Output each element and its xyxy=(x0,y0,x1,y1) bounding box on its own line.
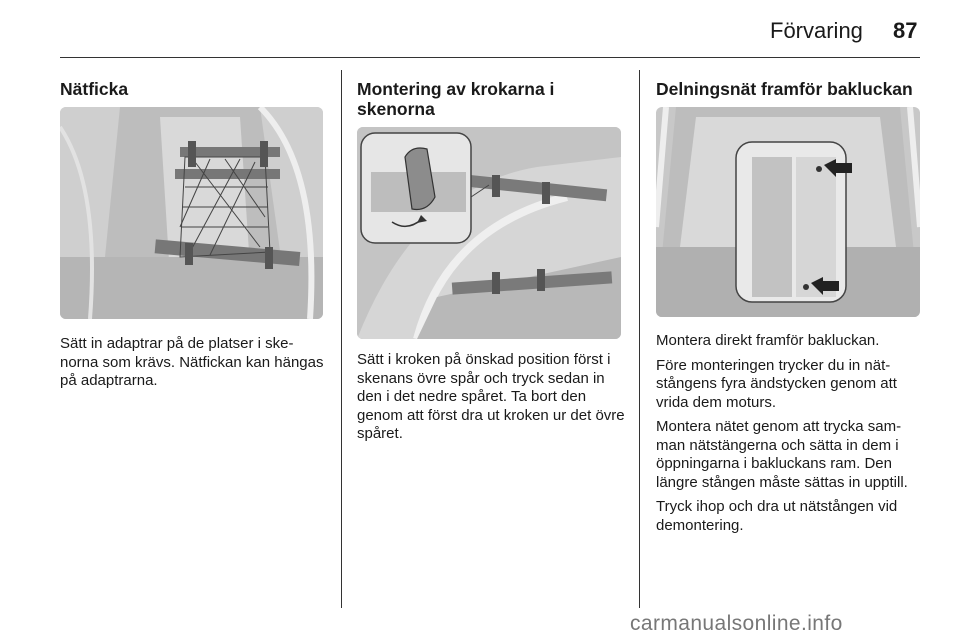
page-number: 87 xyxy=(893,18,918,43)
section-heading: Nätficka xyxy=(60,79,129,99)
paragraph: Sätt in adaptrar på de platser i ske-norna som krävs. Nätfickan kan hängas på adaptrarna. xyxy=(60,335,324,389)
section-heading: Delningsnät framför bakluckan xyxy=(656,79,913,99)
paragraph: Före monteringen trycker du in nät-stångens fyra ändstycken genom att vrida dem moturs. xyxy=(656,356,897,411)
paragraph: Montera direkt framför bakluckan. xyxy=(656,332,880,349)
section-net-pocket xyxy=(60,79,330,99)
section-net-pocket-body xyxy=(60,335,330,397)
section-hook-mounting-body xyxy=(357,351,627,450)
section-partition-net-body xyxy=(656,332,928,541)
section-heading: Montering av krokarna i skenorna xyxy=(357,79,555,119)
header-rule xyxy=(60,57,920,58)
paragraph: Tryck ihop och dra ut nätstången vid demontering. xyxy=(656,498,898,534)
section-partition-net xyxy=(656,79,926,99)
section-hook-mounting xyxy=(357,79,627,119)
hook-mounting-illustration xyxy=(357,127,621,339)
paragraph: Sätt i kroken på önskad position först i skenans övre spår och tryck sedan in den i det nedre spåret. Ta bort den genom att först dra ut kroken ur det övre spåret. xyxy=(357,351,625,442)
partition-net-illustration xyxy=(656,107,920,317)
watermark: carmanualsonline.info xyxy=(630,612,843,635)
running-header-title: Förvaring xyxy=(770,18,863,43)
column-divider-1 xyxy=(341,70,342,608)
paragraph: Montera nätet genom att trycka sam-man nätstängerna och sätta in dem i öppningarna i bakluckans ram. Den längre stången måste sättas in upptill. xyxy=(656,418,908,491)
net-pocket-illustration xyxy=(60,107,323,319)
column-divider-2 xyxy=(639,70,640,608)
